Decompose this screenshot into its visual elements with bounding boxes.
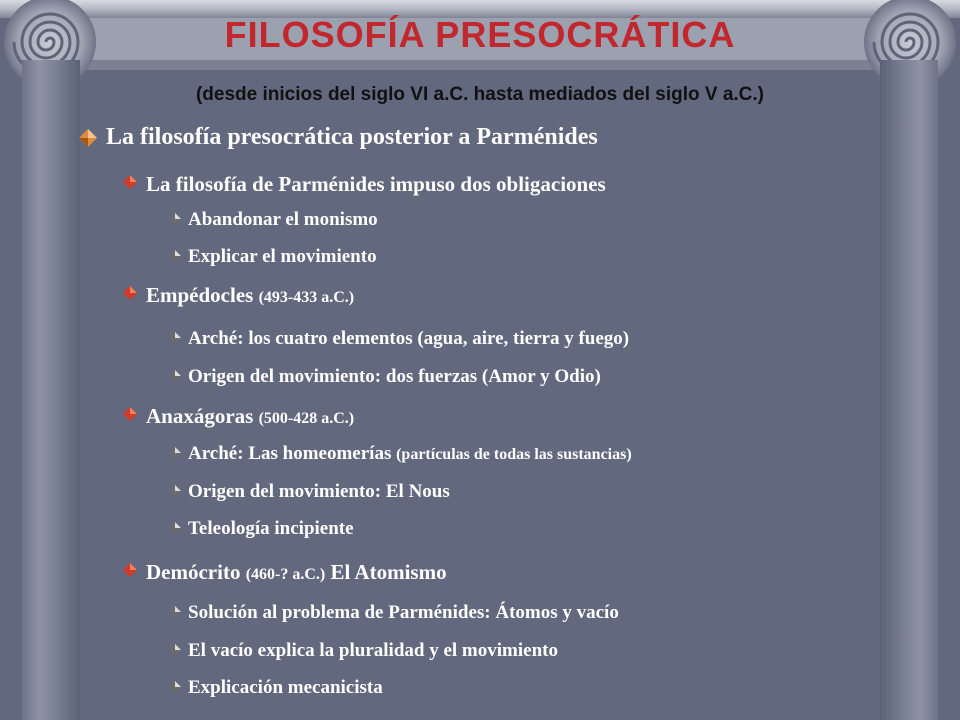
philosopher-name: Anaxágoras — [146, 404, 254, 428]
diamond-bullet-icon — [122, 174, 138, 190]
diamond-bullet-icon — [168, 369, 182, 383]
parmenides-sub-item: Abandonar el monismo — [188, 209, 378, 230]
philosopher-name: Empédocles — [146, 283, 254, 307]
democrito-item — [146, 560, 447, 585]
philosopher-dates: (493-433 a.C.) — [258, 289, 355, 306]
diamond-bullet-icon — [122, 285, 138, 301]
anaxagoras-sub-item: Teleología incipiente — [188, 518, 354, 539]
diamond-bullet-icon — [168, 331, 182, 345]
philosopher-dates: (500-428 a.C.) — [258, 410, 355, 427]
diamond-bullet-icon — [168, 680, 182, 694]
empedocles-item — [146, 283, 354, 308]
anaxagoras-sub-item — [188, 443, 632, 465]
parmenides-item: La filosofía de Parménides impuso dos obligaciones — [146, 172, 606, 196]
diamond-bullet-icon — [168, 521, 182, 535]
democrito-sub-item: Solución al problema de Parménides: Átomos y vacío — [188, 602, 619, 623]
anaxagoras-item — [146, 404, 354, 429]
diamond-bullet-icon — [122, 562, 138, 578]
democrito-sub-item: Explicación mecanicista — [188, 677, 383, 698]
diamond-bullet-icon — [168, 212, 182, 226]
empedocles-sub-item: Origen del movimiento: dos fuerzas (Amor y Odio) — [188, 366, 601, 387]
diamond-bullet-icon — [168, 484, 182, 498]
anaxagoras-sub-item: Origen del movimiento: El Nous — [188, 481, 450, 502]
diamond-bullet-icon — [122, 406, 138, 422]
page-title: FILOSOFÍA PRESOCRÁTICA — [224, 14, 736, 55]
parmenides-sub-item: Explicar el movimiento — [188, 246, 377, 267]
philosopher-dates: (460-? a.C.) — [245, 566, 326, 583]
diamond-bullet-icon — [168, 446, 182, 460]
arche-main: Arché: Las homeomerías — [188, 443, 392, 464]
diamond-bullet-icon — [78, 128, 98, 148]
empedocles-sub-item: Arché: los cuatro elementos (agua, aire, tierra y fuego) — [188, 328, 630, 349]
diamond-bullet-icon — [168, 605, 182, 619]
school-name: El Atomismo — [330, 560, 447, 584]
democrito-sub-item: El vacío explica la pluralidad y el movimiento — [188, 640, 558, 661]
diamond-bullet-icon — [168, 643, 182, 657]
page-subtitle: (desde inicios del siglo VI a.C. hasta mediados del siglo V a.C.) — [195, 84, 765, 105]
outline-heading: La filosofía presocrática posterior a Parménides — [106, 124, 598, 150]
philosopher-name: Demócrito — [146, 560, 241, 584]
arche-note: (partículas de todas las sustancias) — [396, 446, 632, 463]
diamond-bullet-icon — [168, 249, 182, 263]
